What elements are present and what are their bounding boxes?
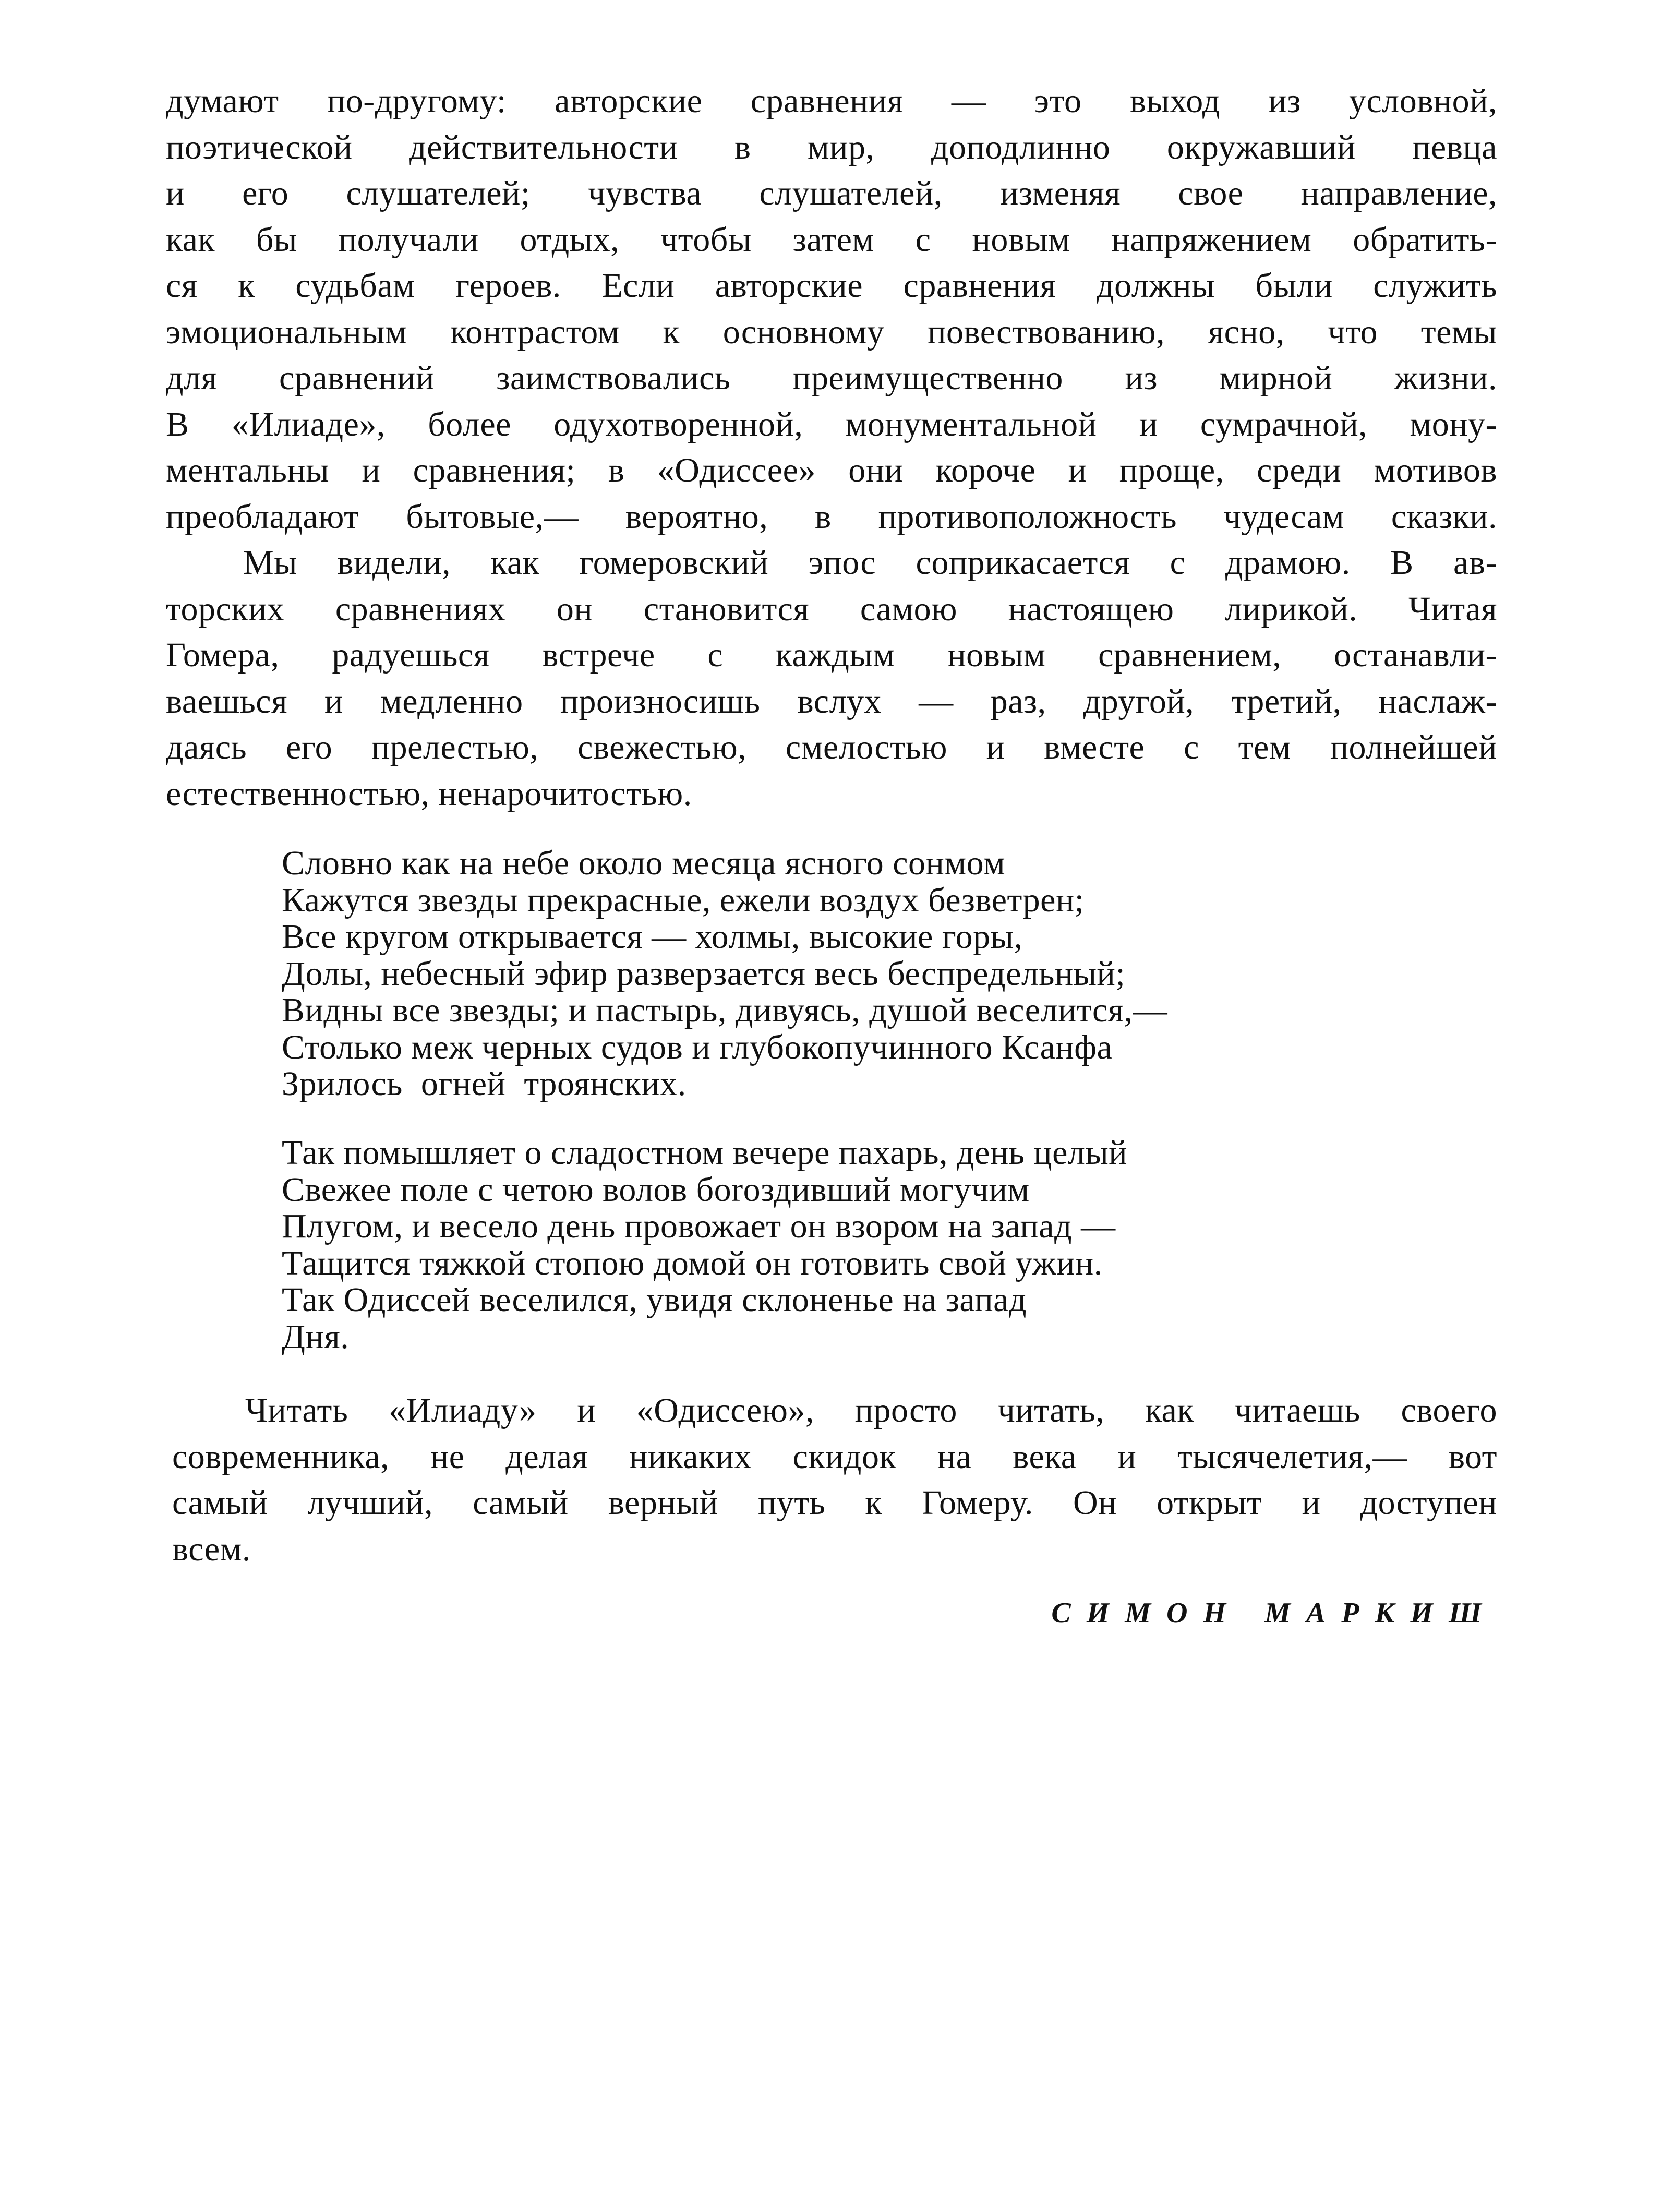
text-line: думают по-другому: авторские сравнения — это выход из условной, [166,82,1497,120]
text-line: ся к судьбам героев. Если авторские сравнения должны были служить [166,267,1497,305]
text-line: ваешься и медленно произносишь вслух — раз, другой, третий, наслаж- [166,682,1497,720]
text-line: самый лучший, самый верный путь к Гомеру. Он открыт и доступен [172,1484,1497,1522]
text-line: ментальны и сравнения; в «Одиссее» они короче и проще, среди мотивов [166,451,1497,489]
text-line: поэтической действительности в мир, доподлинно окружавший певца [166,128,1497,166]
verse-line: Словно как на небе около месяца ясного сонмом [282,844,1006,882]
verse-line: Плугом, и весело день провожает он взором на запад — [282,1207,1116,1245]
text-line: для сравнений заимствовались преимущественно из мирной жизни. [166,359,1497,397]
text-line: современника, не делая никаких скидок на века и тысячелетия,— вот [172,1437,1497,1476]
verse-line: Тащится тяжкой стопою домой он готовить свой ужин. [282,1244,1103,1282]
verse-line: Долы, небесный эфир разверзается весь беспредельный; [282,954,1126,993]
verse-line: Все кругом открывается — холмы, высокие горы, [282,918,1023,956]
text-line: В «Илиаде», более одухотворенной, монументальной и сумрачной, мону- [166,405,1497,443]
verse-line: Так помышляет о сладостном вечере пахарь, день целый [282,1134,1128,1172]
text-line: естественностью, ненарочитостью. [166,774,692,813]
text-line: Читать «Илиаду» и «Одиссею», просто читать, как читаешь своего [245,1391,1497,1429]
paragraph-1 [166,78,1497,540]
verse-line: Дня. [282,1317,350,1356]
text-line: Мы видели, как гомеровский эпос соприкасается с драмою. В ав- [243,544,1497,582]
paragraph-3 [172,1388,1497,1572]
verse-line: Столько меж черных судов и глубокопучинного Ксанфа [282,1028,1113,1066]
text-line: преобладают бытовые,— вероятно, в противоположность чудесам сказки. [166,497,1497,536]
verse-line: Так Одиссей веселился, увидя склоненье на запад [282,1281,1027,1319]
verse-line: Видны все звезды; и пастырь, дивуясь, душой веселится,— [282,991,1168,1029]
text-line: всем. [172,1530,251,1568]
verse-line: Кажутся звезды прекрасные, ежели воздух безветрен; [282,881,1085,919]
text-line: даясь его прелестью, свежестью, смелостью и вместе с тем полнейшей [166,728,1497,766]
text-line: торских сравнениях он становится самою настоящею лирикой. Читая [166,590,1497,628]
paragraph-2 [166,540,1497,817]
verse-stanza-1 [282,845,1167,1103]
text-line: как бы получали отдых, чтобы затем с новым напряжением обратить- [166,220,1497,259]
text-line: и его слушателей; чувства слушателей, изменяя свое направление, [166,174,1497,212]
text-line: Гомера, радуешься встрече с каждым новым сравнением, останавли- [166,636,1497,674]
text-line: эмоциональным контрастом к основному повествованию, ясно, что темы [166,312,1497,351]
verse-stanza-2 [282,1135,1127,1355]
author-signature: СИМОН МАРКИШ [1051,1597,1497,1629]
verse-line: Зрилось огней троянских. [282,1065,687,1103]
verse-line: Свежее поле с четою волов боroздивший могучим [282,1170,1030,1209]
